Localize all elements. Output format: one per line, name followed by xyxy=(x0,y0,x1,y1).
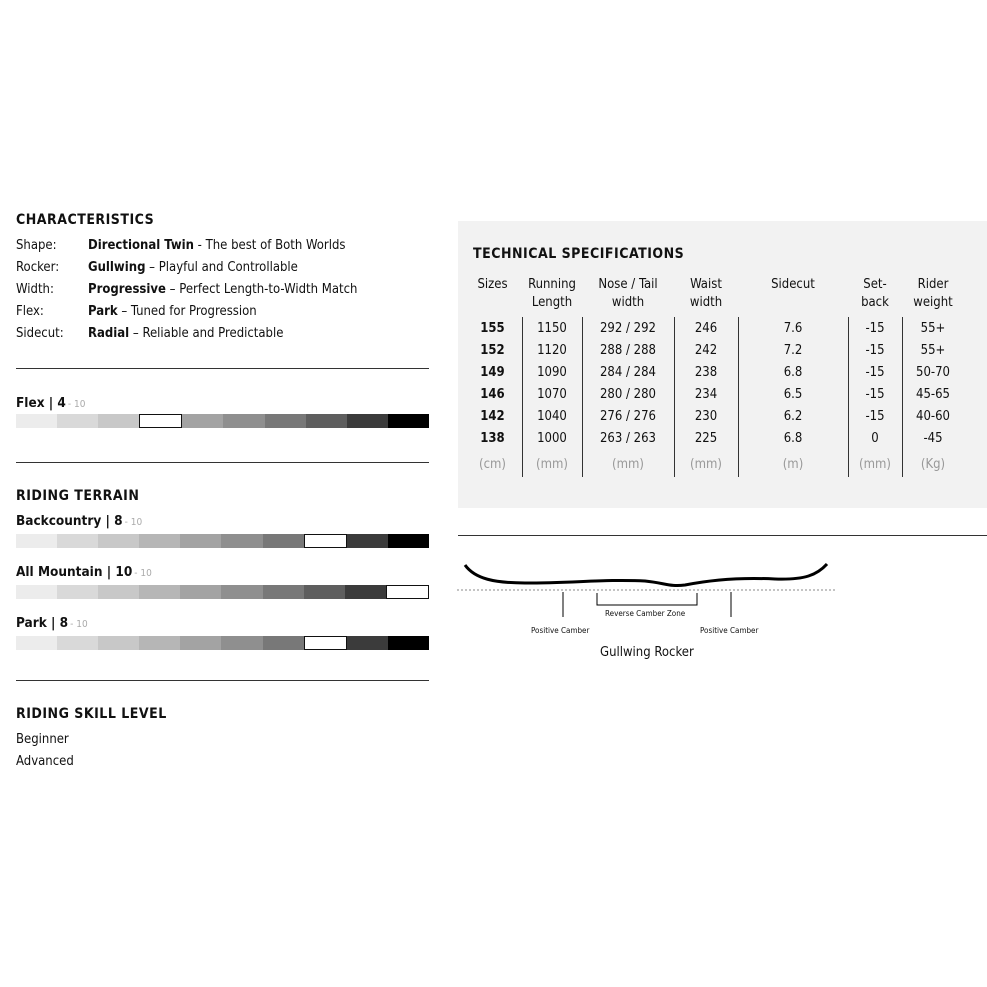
characteristic-value: Gullwing xyxy=(88,260,146,275)
skill-level-beginner: Beginner xyxy=(16,732,69,747)
characteristic-value: Directional Twin xyxy=(88,238,194,253)
meter-segment xyxy=(180,585,221,599)
spec-cell: 146 xyxy=(480,387,505,402)
spec-header-line: Sidecut xyxy=(771,277,815,292)
column-separator xyxy=(582,317,583,477)
spec-header-line: Nose / Tail xyxy=(598,277,658,292)
meter-segment xyxy=(57,636,98,650)
spec-header-line: width xyxy=(689,295,723,310)
spec-cell: 149 xyxy=(480,365,505,380)
column-separator xyxy=(902,317,903,477)
board-profile xyxy=(465,564,827,586)
meter-segment xyxy=(263,534,304,548)
spec-cell: 6.2 xyxy=(783,409,803,424)
all-mountain-meter xyxy=(16,585,429,599)
characteristic-description: – Perfect Length-to-Width Match xyxy=(165,282,358,297)
spec-header-line: Rider xyxy=(917,277,949,292)
characteristic-description: – Tuned for Progression xyxy=(117,304,257,319)
meter-segment xyxy=(304,585,345,599)
spec-column-header xyxy=(848,276,902,320)
spec-unit: (mm) xyxy=(536,457,568,472)
spec-cell: 292 / 292 xyxy=(599,321,656,336)
park-meter xyxy=(16,636,429,650)
spec-cell: 152 xyxy=(480,343,505,358)
terrain-label: Park | 8 xyxy=(16,615,69,631)
meter-segment xyxy=(347,636,388,650)
characteristic-value: Park xyxy=(88,304,118,319)
column-separator xyxy=(738,317,739,477)
spec-cell: 45-65 xyxy=(916,387,950,402)
positive-camber-label: Positive Camber xyxy=(531,626,590,635)
characteristics-title: CHARACTERISTICS xyxy=(16,212,155,228)
meter-segment xyxy=(388,414,429,428)
spec-unit: (mm) xyxy=(859,457,891,472)
meter-segment-selected xyxy=(304,636,347,650)
flex-max: - 10 xyxy=(67,399,86,410)
meter-segment xyxy=(180,534,221,548)
spec-cell: 234 xyxy=(694,387,718,402)
spec-cell: 142 xyxy=(480,409,505,424)
spec-cell: 1120 xyxy=(537,343,567,358)
spec-column xyxy=(522,276,582,476)
spec-header-line: Waist xyxy=(690,277,722,292)
meter-segment xyxy=(57,585,98,599)
terrain-max: - 10 xyxy=(70,619,88,630)
meter-segment xyxy=(263,636,304,650)
spec-unit: (m) xyxy=(782,457,804,472)
spec-cell: 0 xyxy=(871,431,879,446)
spec-header-line: width xyxy=(611,295,645,310)
spec-cell: 7.6 xyxy=(783,321,803,336)
characteristic-label: Flex: xyxy=(16,304,44,319)
spec-cell: -15 xyxy=(865,409,885,424)
spec-cell: 138 xyxy=(480,431,505,446)
characteristic-label: Sidecut: xyxy=(16,326,64,341)
characteristic-label: Rocker: xyxy=(16,260,60,275)
meter-segment xyxy=(16,636,57,650)
meter-segment xyxy=(16,534,57,548)
meter-segment xyxy=(98,414,139,428)
spec-unit: (Kg) xyxy=(920,457,946,472)
meter-segment-selected xyxy=(304,534,347,548)
spec-cell: 246 xyxy=(694,321,718,336)
spec-title: TECHNICAL SPECIFICATIONS xyxy=(473,246,685,262)
spec-cell: 6.5 xyxy=(783,387,803,402)
characteristic-description: – Reliable and Predictable xyxy=(129,326,284,341)
column-separator xyxy=(522,317,523,477)
column-separator xyxy=(848,317,849,477)
spec-header-line: Length xyxy=(531,295,573,310)
meter-segment xyxy=(221,636,262,650)
spec-column-header xyxy=(522,276,582,320)
spec-cell: 1090 xyxy=(537,365,567,380)
characteristic-row xyxy=(16,257,298,279)
skill-level-title: RIDING SKILL LEVEL xyxy=(16,706,167,722)
spec-cell: -15 xyxy=(865,321,885,336)
spec-column xyxy=(674,276,738,476)
meter-segment xyxy=(57,534,98,548)
spec-header-line: Sizes xyxy=(477,277,508,292)
positive-camber-label: Positive Camber xyxy=(700,626,759,635)
characteristic-description: - The best of Both Worlds xyxy=(193,238,346,253)
meter-segment xyxy=(139,636,180,650)
terrain-label: Backcountry | 8 xyxy=(16,513,123,529)
meter-segment xyxy=(139,534,180,548)
meter-segment-selected xyxy=(386,585,429,599)
spec-cell: 242 xyxy=(694,343,718,358)
spec-cell: 230 xyxy=(694,409,718,424)
meter-segment xyxy=(223,414,264,428)
column-separator xyxy=(674,317,675,477)
flex-label: Flex | 4 xyxy=(16,395,66,411)
spec-cell: 1070 xyxy=(537,387,567,402)
spec-cell: -15 xyxy=(865,387,885,402)
spec-column xyxy=(848,276,902,476)
divider xyxy=(16,680,429,681)
meter-segment xyxy=(98,585,139,599)
spec-header-line: Set- xyxy=(863,277,887,292)
spec-cell: 1000 xyxy=(537,431,567,446)
flex-meter xyxy=(16,414,429,428)
meter-segment xyxy=(16,585,57,599)
meter-segment xyxy=(221,534,262,548)
meter-segment xyxy=(388,534,429,548)
characteristic-value: Radial xyxy=(88,326,130,341)
characteristic-label: Width: xyxy=(16,282,54,297)
characteristic-label: Shape: xyxy=(16,238,57,253)
meter-segment xyxy=(388,636,429,650)
characteristic-row xyxy=(16,301,257,323)
spec-cell: 155 xyxy=(480,321,505,336)
spec-cell: 225 xyxy=(694,431,718,446)
meter-segment-selected xyxy=(139,414,182,428)
spec-column-header xyxy=(463,276,522,320)
spec-cell: 288 / 288 xyxy=(599,343,656,358)
characteristic-row xyxy=(16,279,357,301)
divider xyxy=(16,462,429,463)
spec-cell: 263 / 263 xyxy=(599,431,656,446)
spec-cell: 284 / 284 xyxy=(599,365,656,380)
riding-terrain-title: RIDING TERRAIN xyxy=(16,488,140,504)
spec-cell: -15 xyxy=(865,365,885,380)
skill-level-advanced: Advanced xyxy=(16,754,74,769)
camber-caption: Gullwing Rocker xyxy=(600,645,694,660)
characteristic-row xyxy=(16,323,283,345)
spec-unit: (cm) xyxy=(479,457,506,472)
terrain-title-park xyxy=(16,615,88,631)
divider xyxy=(458,535,987,536)
meter-segment xyxy=(139,585,180,599)
spec-cell: 55+ xyxy=(920,321,946,336)
meter-segment xyxy=(347,534,388,548)
backcountry-meter xyxy=(16,534,429,548)
spec-cell: 6.8 xyxy=(783,431,803,446)
spec-header-line: Running xyxy=(528,277,576,292)
characteristic-value: Progressive xyxy=(88,282,166,297)
terrain-max: - 10 xyxy=(124,517,143,528)
meter-segment xyxy=(98,534,139,548)
flex-title xyxy=(16,395,85,411)
reverse-camber-bracket xyxy=(597,593,697,605)
spec-unit: (mm) xyxy=(612,457,644,472)
characteristic-description: – Playful and Controllable xyxy=(145,260,298,275)
spec-cell: 50-70 xyxy=(916,365,950,380)
spec-column xyxy=(582,276,674,476)
meter-segment xyxy=(182,414,223,428)
meter-segment xyxy=(345,585,386,599)
characteristic-row xyxy=(16,235,346,257)
spec-cell: -45 xyxy=(923,431,943,446)
spec-cell: 6.8 xyxy=(783,365,803,380)
terrain-label: All Mountain | 10 xyxy=(16,564,133,580)
spec-cell: 7.2 xyxy=(783,343,803,358)
terrain-title-all-mountain xyxy=(16,564,152,580)
reverse-camber-label: Reverse Camber Zone xyxy=(605,609,686,618)
spec-cell: 1150 xyxy=(537,321,567,336)
spec-column-header xyxy=(738,276,848,320)
meter-segment xyxy=(347,414,388,428)
meter-segment xyxy=(180,636,221,650)
terrain-title-backcountry xyxy=(16,513,142,529)
spec-column-header xyxy=(674,276,738,320)
spec-cell: 55+ xyxy=(920,343,946,358)
spec-header-line: back xyxy=(861,295,889,310)
spec-panel xyxy=(458,221,987,508)
meter-segment xyxy=(221,585,262,599)
meter-segment xyxy=(57,414,98,428)
spec-cell: 40-60 xyxy=(916,409,950,424)
spec-cell: 238 xyxy=(694,365,718,380)
spec-unit: (mm) xyxy=(690,457,722,472)
meter-segment xyxy=(98,636,139,650)
spec-column xyxy=(463,276,522,476)
divider xyxy=(16,368,429,369)
spec-column xyxy=(738,276,848,476)
spec-cell: 1040 xyxy=(537,409,567,424)
terrain-max: - 10 xyxy=(134,568,152,579)
spec-header-line: weight xyxy=(913,295,953,310)
meter-segment xyxy=(263,585,304,599)
spec-cell: -15 xyxy=(865,343,885,358)
meter-segment xyxy=(306,414,347,428)
spec-column-header xyxy=(902,276,964,320)
spec-column xyxy=(902,276,964,476)
meter-segment xyxy=(265,414,306,428)
meter-segment xyxy=(16,414,57,428)
spec-cell: 280 / 280 xyxy=(599,387,656,402)
spec-column-header xyxy=(582,276,674,320)
spec-cell: 276 / 276 xyxy=(599,409,656,424)
